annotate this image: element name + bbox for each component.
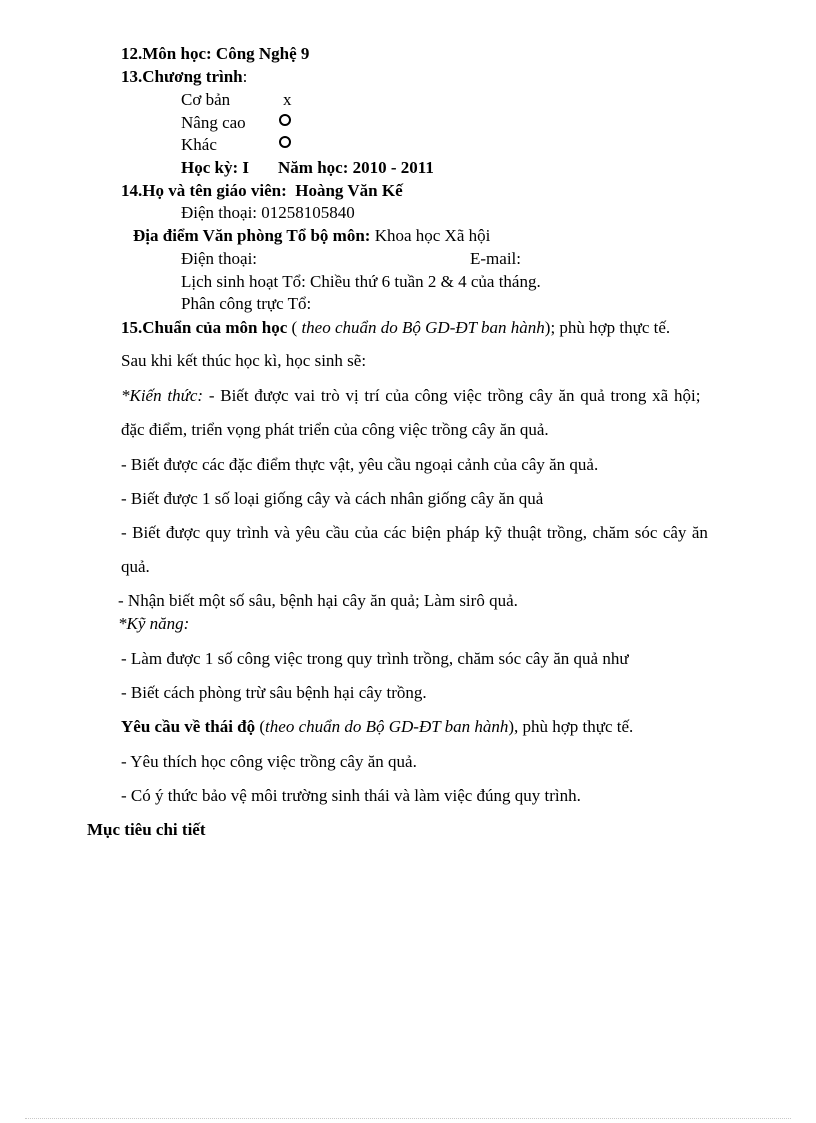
option-co-ban: Cơ bản: [181, 90, 231, 109]
knowledge-line-3: - Biết được 1 số loại giống cây và cách nhân giống cây ăn quả: [121, 489, 544, 508]
meeting-schedule: Lịch sinh hoạt Tổ: Chiều thứ 6 tuần 2 & 4 của tháng.: [181, 272, 541, 291]
hoc-ky: Học kỳ: I: [181, 158, 249, 177]
option-co-ban-mark: x: [283, 90, 292, 109]
option-nang-cao: Nâng cao: [181, 113, 246, 132]
knowledge-line-5: - Nhận biết một số sâu, bệnh hại cây ăn quả; Làm sirô quả.: [118, 591, 518, 610]
nam-hoc: Năm học: 2010 - 2011: [278, 158, 434, 177]
knowledge-line-4: - Biết được quy trình và yêu cầu của các biện pháp kỹ thuật trồng, chăm sóc cây ăn: [121, 523, 708, 542]
section-15-heading: 15.Chuẩn của môn học ( theo chuẩn do Bộ GD-ĐT ban hành); phù hợp thực tế.: [121, 318, 671, 337]
attitude-line-1: - Yêu thích học công việc trồng cây ăn quả.: [121, 752, 417, 771]
section-12-heading: 12.Môn học: Công Nghệ 9: [121, 44, 310, 63]
office-phone: Điện thoại:: [181, 249, 258, 268]
section-13-heading: 13.Chương trình:: [121, 67, 248, 86]
skill-line-2: - Biết cách phòng trừ sâu bệnh hại cây trồng.: [121, 683, 427, 702]
detailed-objectives-heading: Mục tiêu chi tiết: [87, 820, 206, 839]
skills-heading: *Kỹ năng:: [118, 614, 190, 633]
attitude-heading: Yêu cầu về thái độ (theo chuẩn do Bộ GD-ĐT ban hành), phù hợp thực tế.: [121, 717, 634, 736]
knowledge-line-1: *Kiến thức: - Biết được vai trò vị trí của công việc trồng cây ăn quả trong xã hội;: [121, 386, 701, 405]
knowledge-line-4b: quả.: [121, 557, 150, 576]
skill-line-1: - Làm được 1 số công việc trong quy trình trồng, chăm sóc cây ăn quả như: [121, 649, 629, 668]
duty-assignment: Phân công trực Tổ:: [181, 294, 312, 313]
teacher-phone: Điện thoại: 01258105840: [181, 203, 355, 222]
knowledge-line-2: - Biết được các đặc điểm thực vật, yêu cầu ngoại cảnh của cây ăn quả.: [121, 455, 599, 474]
office-email: E-mail:: [470, 249, 521, 268]
knowledge-line-1b: đặc điểm, triển vọng phát triển của công việc trồng cây ăn quả.: [121, 420, 549, 439]
office-location: Địa điểm Văn phòng Tổ bộ môn: Khoa học Xã hội: [133, 226, 491, 245]
attitude-line-2: - Có ý thức bảo vệ môi trường sinh thái và làm việc đúng quy trình.: [121, 786, 581, 805]
section-14-heading: 14.Họ và tên giáo viên: Hoàng Văn Kế: [121, 181, 403, 200]
intro-text: Sau khi kết thúc học kì, học sinh sẽ:: [121, 351, 367, 370]
option-khac: Khác: [181, 135, 217, 154]
radio-khac-icon: [279, 136, 291, 148]
radio-nang-cao-icon: [279, 114, 291, 126]
page-bottom-border: [25, 1118, 791, 1119]
